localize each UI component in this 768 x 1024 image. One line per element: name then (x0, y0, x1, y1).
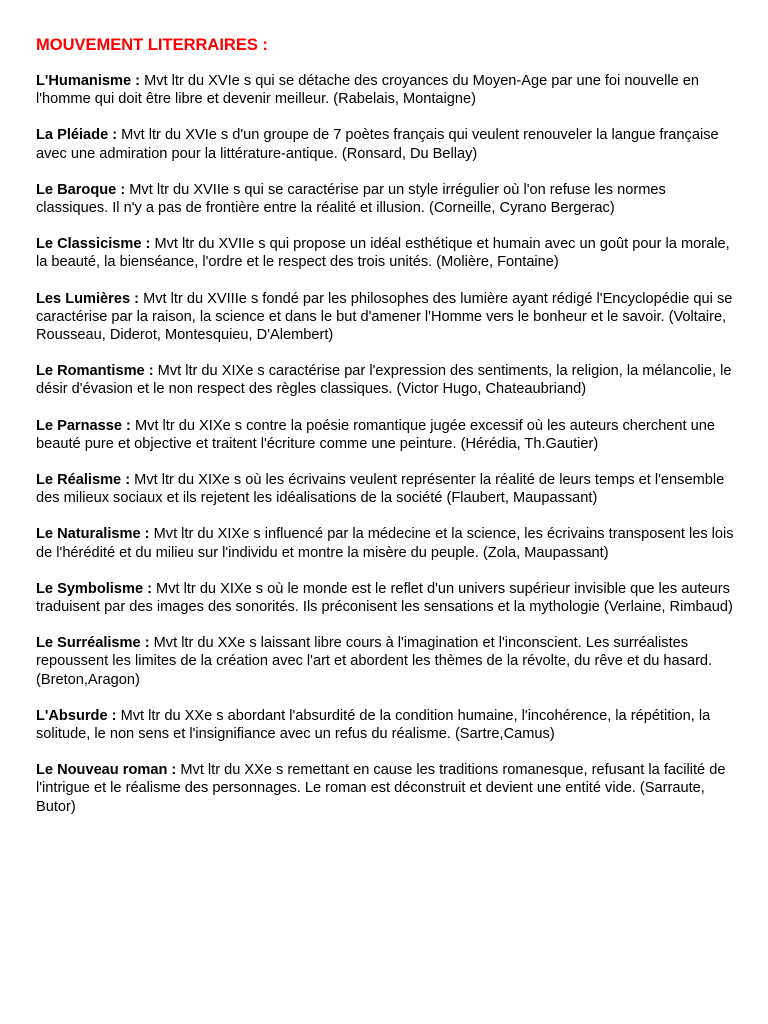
movement-term: La Pléiade : (36, 127, 118, 144)
movement-entry-classicisme (36, 235, 736, 271)
movement-description: Mvt ltr du XVIIIe s fondé par les philosophes des lumière ayant rédigé l'Encyclopédie qui se caractérise par la raison, la science et dans le but d'amener l'Homme vers le bonheur et le savoir. (Voltaire, Rousseau, Diderot, Montesquieu, D'Alembert) (36, 290, 733, 344)
movement-description: Mvt ltr du XIXe s contre la poésie romantique jugée excessif où les auteurs cherchent une beauté pure et objective et traitent l'écriture comme une peinture. (Hérédia, Th.Gautier) (36, 417, 716, 452)
movement-entry-surrealisme (36, 634, 736, 689)
movement-term: Le Parnasse : (36, 417, 131, 434)
movement-term: Le Classicisme : (36, 236, 151, 253)
movement-term: Le Nouveau roman : (36, 762, 177, 779)
movement-term: Le Naturalisme : (36, 526, 150, 543)
document-page (36, 36, 736, 834)
movement-term: Le Réalisme : (36, 472, 131, 489)
movement-term: Le Baroque : (36, 181, 126, 198)
page-title: MOUVEMENT LITERRAIRES : (36, 36, 268, 54)
movement-description: Mvt ltr du XIXe s où le monde est le reflet d'un univers supérieur invisible que les auteurs traduisent par des images des sonorités. Ils préconisent les sensations et la mythologie (Verlaine, Rimbaud) (36, 580, 733, 616)
movement-entry-symbolisme (36, 580, 736, 616)
movement-entry-absurde (36, 707, 736, 743)
movement-description: Mvt ltr du XIXe s caractérise par l'expression des sentiments, la religion, la mélancolie, le désir d'évasion et le non respect des règles classiques. (Victor Hugo, Chateaubriand) (36, 363, 732, 398)
movement-entry-lumieres (36, 290, 736, 345)
movement-entry-parnasse (36, 417, 736, 453)
movement-entry-realisme (36, 471, 736, 507)
movement-description: Mvt ltr du XXe s laissant libre cours à l'imagination et l'inconscient. Les surréalistes repoussent les limites de la création avec l'art et abordent les thèmes de la révolte, du rêve et du hasard. (Breton,Aragon) (36, 635, 713, 688)
movement-term: L'Humanisme : (36, 73, 141, 89)
movement-entry-romantisme (36, 362, 736, 398)
movement-description: Mvt ltr du XIXe s où les écrivains veulent représenter la réalité de leurs temps et l'ensemble des milieux sociaux et ils rejetent les idéalisations de la société (Flaubert, Maupassant) (36, 472, 725, 507)
movement-description: Mvt ltr du XXe s remettant en cause les traditions romanesque, refusant la facilité de l'intrigue et le réalisme des personnages. Le roman est déconstruit et devient une entité vide. (Sarraute, Butor) (36, 762, 726, 815)
movement-term: Les Lumières : (36, 290, 140, 307)
movement-entry-nouveau-roman (36, 761, 736, 816)
movement-entry-naturalisme (36, 525, 736, 561)
movement-term: Le Symbolisme : (36, 580, 152, 597)
movement-description: Mvt ltr du XVIe s qui se détache des croyances du Moyen-Age par une foi nouvelle en l'homme qui doit être libre et devenir meilleur. (Rabelais, Montaigne) (36, 73, 699, 108)
movement-entry-baroque (36, 181, 736, 217)
movement-description: Mvt ltr du XXe s abordant l'absurdité de la condition humaine, l'incohérence, la répétition, la solitude, le non sens et l'insignifiance avec un refus du réalisme. (Sartre,Camus) (36, 707, 711, 743)
movement-entry-pleiade (36, 126, 736, 162)
movement-description: Mvt ltr du XVIIe s qui se caractérise par un style irrégulier où l'on refuse les normes classiques. Il n'y a pas de frontière entre la réalité et illusion. (Corneille, Cyrano Bergerac) (36, 181, 666, 217)
movement-term: L'Absurde : (36, 707, 117, 724)
movement-description: Mvt ltr du XIXe s influencé par la médecine et la science, les écrivains transposent les lois de l'hérédité et du milieu sur l'individu et montre la misère du peuple. (Zola, Maupassant) (36, 526, 734, 561)
movement-entry-humanisme (36, 72, 736, 108)
movement-description: Mvt ltr du XVIe s d'un groupe de 7 poètes français qui veulent renouveler la langue française avec une admiration pour la littérature-antique. (Ronsard, Du Bellay) (36, 127, 719, 162)
movement-term: Le Surréalisme : (36, 635, 150, 652)
movement-term: Le Romantisme : (36, 363, 154, 380)
movement-description: Mvt ltr du XVIIe s qui propose un idéal esthétique et humain avec un goût pour la morale, la beauté, la bienséance, l'ordre et le respect des trois unités. (Molière, Fontaine) (36, 236, 730, 271)
